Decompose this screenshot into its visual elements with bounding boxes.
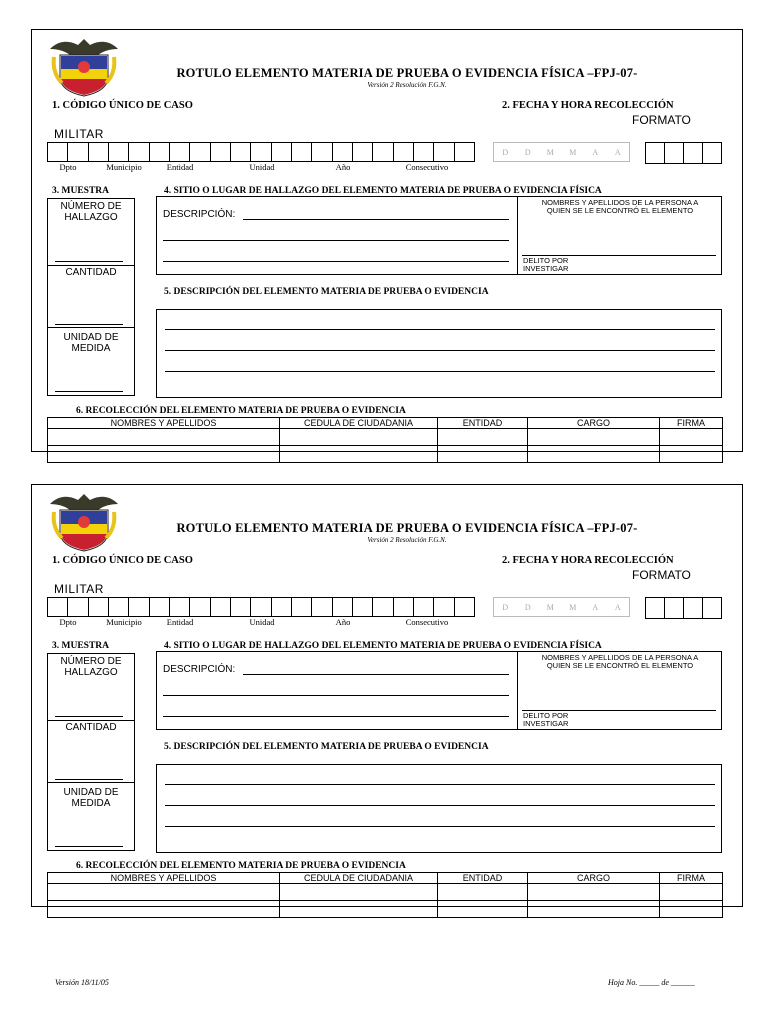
code-label: Entidad bbox=[166, 617, 194, 627]
section-2-heading: 2. FECHA Y HORA RECOLECCIÓN bbox=[502, 555, 674, 566]
table-cell[interactable] bbox=[660, 901, 723, 918]
unidad-medida-input[interactable] bbox=[55, 391, 123, 392]
date-letter: D bbox=[524, 603, 531, 612]
time-input[interactable] bbox=[645, 597, 722, 619]
descripcion-input[interactable] bbox=[163, 240, 509, 241]
descripcion-input[interactable] bbox=[243, 219, 509, 220]
section-5-heading: 5. DESCRIPCIÓN DEL ELEMENTO MATERIA DE PRUEBA O EVIDENCIA bbox=[164, 287, 489, 297]
table-header: CEDULA DE CIUDADANIA bbox=[280, 873, 438, 884]
delito-label-line: INVESTIGAR bbox=[523, 264, 569, 273]
delito-label bbox=[523, 712, 568, 728]
persona-label-line: QUIEN SE LE ENCONTRÓ EL ELEMENTO bbox=[546, 206, 694, 215]
time-input[interactable] bbox=[645, 142, 722, 164]
cantidad-label: CANTIDAD bbox=[65, 267, 117, 278]
form-subtitle: Versión 2 Resolución F.G.N. bbox=[367, 81, 447, 89]
date-letter: A bbox=[592, 603, 599, 612]
table-cell[interactable] bbox=[280, 884, 438, 901]
numero-hallazgo-input[interactable] bbox=[55, 716, 123, 717]
code-label: Unidad bbox=[249, 617, 275, 627]
date-input[interactable] bbox=[493, 597, 630, 617]
date-letter: M bbox=[569, 603, 577, 612]
unidad-medida-label: UNIDAD DE bbox=[63, 787, 119, 798]
page-number-footer: Hoja No. _____ de ______ bbox=[608, 978, 695, 987]
table-cell[interactable] bbox=[660, 446, 723, 463]
section-1-heading: 1. CÓDIGO ÚNICO DE CASO bbox=[52, 100, 193, 111]
date-letter: D bbox=[502, 148, 509, 157]
section-6-heading: 6. RECOLECCIÓN DEL ELEMENTO MATERIA DE PRUEBA O EVIDENCIA bbox=[76, 861, 406, 871]
code-label: Entidad bbox=[166, 162, 194, 172]
table-cell[interactable] bbox=[438, 901, 528, 918]
form-subtitle: Versión 2 Resolución F.G.N. bbox=[367, 536, 447, 544]
section-3-heading: 3. MUESTRA bbox=[52, 641, 110, 651]
descripcion-elemento-input[interactable] bbox=[165, 371, 715, 372]
case-code-cells[interactable] bbox=[47, 142, 475, 162]
unidad-medida-label: UNIDAD DE bbox=[63, 332, 119, 343]
section-5-heading: 5. DESCRIPCIÓN DEL ELEMENTO MATERIA DE PRUEBA O EVIDENCIA bbox=[164, 742, 489, 752]
descripcion-input[interactable] bbox=[163, 716, 509, 717]
table-cell[interactable] bbox=[528, 884, 660, 901]
numero-hallazgo-input[interactable] bbox=[55, 261, 123, 262]
table-cell[interactable] bbox=[48, 446, 280, 463]
persona-label bbox=[519, 654, 721, 670]
code-label: Dpto bbox=[59, 162, 77, 172]
form-title: ROTULO ELEMENTO MATERIA DE PRUEBA O EVIDENCIA FÍSICA –FPJ-07- bbox=[176, 66, 638, 80]
date-letter: A bbox=[592, 148, 599, 157]
colombia-coat-of-arms-icon bbox=[48, 490, 120, 552]
table-row bbox=[48, 446, 723, 463]
numero-hallazgo-label: HALLAZGO bbox=[64, 212, 118, 223]
table-row bbox=[48, 884, 723, 901]
recoleccion-table bbox=[47, 872, 723, 918]
code-label: Municipio bbox=[106, 617, 142, 627]
date-letter: A bbox=[614, 148, 621, 157]
sitio-hallazgo-box bbox=[156, 196, 722, 275]
table-header: FIRMA bbox=[660, 418, 723, 429]
colombia-coat-of-arms-icon bbox=[48, 35, 120, 97]
code-label: Dpto bbox=[59, 617, 77, 627]
persona-label-line: NOMBRES Y APELLIDOS DE LA PERSONA A bbox=[541, 198, 699, 207]
table-cell[interactable] bbox=[438, 429, 528, 446]
section-3-heading: 3. MUESTRA bbox=[52, 186, 110, 196]
unidad-medida-input[interactable] bbox=[55, 846, 123, 847]
numero-hallazgo-label: HALLAZGO bbox=[64, 667, 118, 678]
cantidad-input[interactable] bbox=[55, 779, 123, 780]
descripcion-elemento-input[interactable] bbox=[165, 350, 715, 351]
descripcion-elemento-input[interactable] bbox=[165, 826, 715, 827]
table-header: CEDULA DE CIUDADANIA bbox=[280, 418, 438, 429]
version-footer: Versión 18/11/05 bbox=[55, 978, 109, 987]
descripcion-label: DESCRIPCIÓN: bbox=[163, 664, 236, 675]
section-2-heading: 2. FECHA Y HORA RECOLECCIÓN bbox=[502, 100, 674, 111]
case-code-cells[interactable] bbox=[47, 597, 475, 617]
table-header: FIRMA bbox=[660, 873, 723, 884]
section-4-heading: 4. SITIO O LUGAR DE HALLAZGO DEL ELEMENTO MATERIA DE PRUEBA O EVIDENCIA FÍSICA bbox=[164, 641, 602, 651]
table-cell[interactable] bbox=[280, 429, 438, 446]
date-letter: M bbox=[546, 148, 554, 157]
descripcion-elemento-input[interactable] bbox=[165, 329, 715, 330]
code-label: Municipio bbox=[106, 162, 142, 172]
descripcion-input[interactable] bbox=[163, 695, 509, 696]
table-cell[interactable] bbox=[48, 884, 280, 901]
militar-label: MILITAR bbox=[54, 582, 104, 596]
sitio-hallazgo-box bbox=[156, 651, 722, 730]
code-label: Unidad bbox=[249, 162, 275, 172]
numero-hallazgo-label: NÚMERO DE bbox=[60, 656, 122, 667]
table-cell[interactable] bbox=[438, 446, 528, 463]
table-cell[interactable] bbox=[660, 429, 723, 446]
date-letter: M bbox=[546, 603, 554, 612]
date-letter: D bbox=[502, 603, 509, 612]
delito-label-line: INVESTIGAR bbox=[523, 719, 569, 728]
table-cell[interactable] bbox=[280, 446, 438, 463]
numero-hallazgo-label: NÚMERO DE bbox=[60, 201, 122, 212]
delito-label-line: DELITO POR bbox=[523, 711, 569, 720]
date-letter: D bbox=[524, 148, 531, 157]
rotulo-form bbox=[31, 29, 743, 452]
unidad-medida-label: MEDIDA bbox=[71, 798, 111, 809]
descripcion-elemento-box bbox=[156, 764, 722, 853]
table-cell[interactable] bbox=[48, 901, 280, 918]
table-header: NOMBRES Y APELLIDOS bbox=[48, 873, 280, 884]
cantidad-input[interactable] bbox=[55, 324, 123, 325]
table-header: NOMBRES Y APELLIDOS bbox=[48, 418, 280, 429]
muestra-box bbox=[47, 653, 135, 851]
descripcion-elemento-input[interactable] bbox=[165, 784, 715, 785]
delito-label bbox=[523, 257, 568, 273]
date-letter: M bbox=[569, 148, 577, 157]
recoleccion-table bbox=[47, 417, 723, 463]
formato-label: FORMATO bbox=[632, 113, 691, 127]
table-header: CARGO bbox=[528, 873, 660, 884]
descripcion-label: DESCRIPCIÓN: bbox=[163, 209, 236, 220]
unidad-medida-label: MEDIDA bbox=[71, 343, 111, 354]
table-cell[interactable] bbox=[528, 901, 660, 918]
militar-label: MILITAR bbox=[54, 127, 104, 141]
table-header: ENTIDAD bbox=[438, 418, 528, 429]
table-cell[interactable] bbox=[48, 429, 280, 446]
table-cell[interactable] bbox=[660, 884, 723, 901]
descripcion-input[interactable] bbox=[243, 674, 509, 675]
date-letter: A bbox=[614, 603, 621, 612]
descripcion-elemento-box bbox=[156, 309, 722, 398]
table-cell[interactable] bbox=[438, 884, 528, 901]
descripcion-input[interactable] bbox=[163, 261, 509, 262]
table-cell[interactable] bbox=[528, 429, 660, 446]
code-label: Consecutivo bbox=[405, 617, 449, 627]
cantidad-label: CANTIDAD bbox=[65, 722, 117, 733]
table-cell[interactable] bbox=[280, 901, 438, 918]
code-label: Año bbox=[335, 162, 351, 172]
code-label: Consecutivo bbox=[405, 162, 449, 172]
table-cell[interactable] bbox=[528, 446, 660, 463]
table-row bbox=[48, 901, 723, 918]
formato-label: FORMATO bbox=[632, 568, 691, 582]
persona-label bbox=[519, 199, 721, 215]
table-row bbox=[48, 429, 723, 446]
persona-label-line: NOMBRES Y APELLIDOS DE LA PERSONA A bbox=[541, 653, 699, 662]
delito-label-line: DELITO POR bbox=[523, 256, 569, 265]
code-label: Año bbox=[335, 617, 351, 627]
persona-label-line: QUIEN SE LE ENCONTRÓ EL ELEMENTO bbox=[546, 661, 694, 670]
table-header: ENTIDAD bbox=[438, 873, 528, 884]
section-4-heading: 4. SITIO O LUGAR DE HALLAZGO DEL ELEMENTO MATERIA DE PRUEBA O EVIDENCIA FÍSICA bbox=[164, 186, 602, 196]
muestra-box bbox=[47, 198, 135, 396]
table-header: CARGO bbox=[528, 418, 660, 429]
date-input[interactable] bbox=[493, 142, 630, 162]
section-6-heading: 6. RECOLECCIÓN DEL ELEMENTO MATERIA DE PRUEBA O EVIDENCIA bbox=[76, 406, 406, 416]
section-1-heading: 1. CÓDIGO ÚNICO DE CASO bbox=[52, 555, 193, 566]
rotulo-form bbox=[31, 484, 743, 907]
form-title: ROTULO ELEMENTO MATERIA DE PRUEBA O EVIDENCIA FÍSICA –FPJ-07- bbox=[176, 521, 638, 535]
descripcion-elemento-input[interactable] bbox=[165, 805, 715, 806]
